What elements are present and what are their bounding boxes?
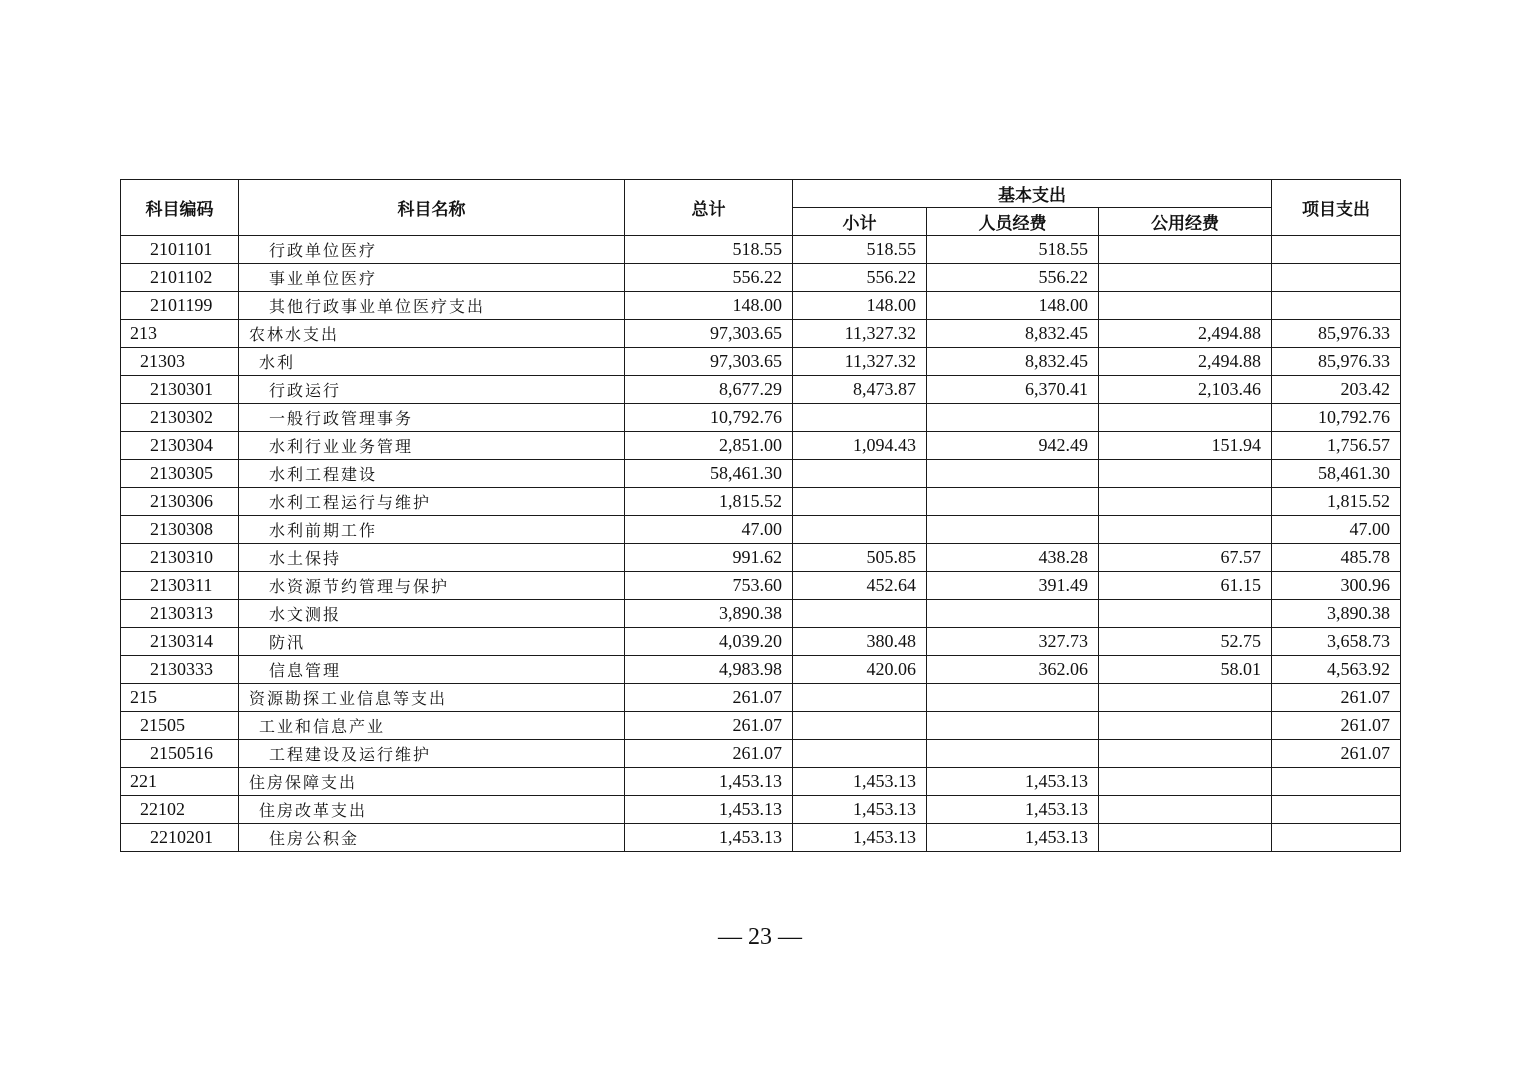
cell-total: 8,677.29: [625, 376, 793, 404]
cell-code: 2130311: [121, 572, 239, 600]
cell-name: 防汛: [239, 628, 625, 656]
cell-personnel: 8,832.45: [927, 320, 1099, 348]
page-number: — 23 —: [718, 924, 802, 950]
cell-personnel: [927, 600, 1099, 628]
cell-total: 261.07: [625, 740, 793, 768]
cell-project: 203.42: [1272, 376, 1401, 404]
cell-project: [1272, 768, 1401, 796]
cell-public: [1099, 768, 1272, 796]
table-row: [121, 516, 1401, 544]
cell-total: 2,851.00: [625, 432, 793, 460]
header-public: 公用经费: [1099, 208, 1272, 236]
cell-code: 2130305: [121, 460, 239, 488]
table-row: [121, 712, 1401, 740]
cell-subtotal: 11,327.32: [793, 348, 927, 376]
cell-personnel: 942.49: [927, 432, 1099, 460]
cell-public: [1099, 236, 1272, 264]
table-body: [121, 236, 1401, 852]
cell-personnel: 518.55: [927, 236, 1099, 264]
cell-personnel: 1,453.13: [927, 768, 1099, 796]
cell-project: [1272, 824, 1401, 852]
table-row: [121, 292, 1401, 320]
cell-personnel: 556.22: [927, 264, 1099, 292]
cell-code: 2150516: [121, 740, 239, 768]
cell-total: 753.60: [625, 572, 793, 600]
table-row: [121, 376, 1401, 404]
cell-total: 3,890.38: [625, 600, 793, 628]
cell-public: 61.15: [1099, 572, 1272, 600]
table-row: [121, 404, 1401, 432]
cell-total: 556.22: [625, 264, 793, 292]
cell-subtotal: [793, 600, 927, 628]
cell-subtotal: [793, 684, 927, 712]
cell-personnel: [927, 488, 1099, 516]
cell-public: 151.94: [1099, 432, 1272, 460]
cell-public: [1099, 684, 1272, 712]
cell-project: 58,461.30: [1272, 460, 1401, 488]
cell-name: 水利行业业务管理: [239, 432, 625, 460]
cell-personnel: [927, 684, 1099, 712]
cell-name: 事业单位医疗: [239, 264, 625, 292]
cell-public: [1099, 516, 1272, 544]
cell-project: 47.00: [1272, 516, 1401, 544]
cell-code: 2130302: [121, 404, 239, 432]
cell-code: 221: [121, 768, 239, 796]
table-row: [121, 684, 1401, 712]
cell-subtotal: 1,453.13: [793, 824, 927, 852]
cell-public: [1099, 264, 1272, 292]
cell-personnel: 148.00: [927, 292, 1099, 320]
cell-subtotal: [793, 488, 927, 516]
header-basic: 基本支出: [793, 180, 1272, 208]
cell-project: 3,658.73: [1272, 628, 1401, 656]
cell-public: [1099, 600, 1272, 628]
cell-public: [1099, 488, 1272, 516]
cell-name: 水利: [239, 348, 625, 376]
cell-subtotal: [793, 516, 927, 544]
cell-total: 1,453.13: [625, 796, 793, 824]
cell-public: [1099, 796, 1272, 824]
cell-code: 2130301: [121, 376, 239, 404]
cell-subtotal: 420.06: [793, 656, 927, 684]
table-row: [121, 236, 1401, 264]
table-row: [121, 600, 1401, 628]
cell-code: 2101101: [121, 236, 239, 264]
cell-name: 行政运行: [239, 376, 625, 404]
cell-project: 4,563.92: [1272, 656, 1401, 684]
cell-public: [1099, 292, 1272, 320]
cell-project: [1272, 796, 1401, 824]
cell-project: 261.07: [1272, 740, 1401, 768]
cell-name: 资源勘探工业信息等支出: [239, 684, 625, 712]
header-personnel: 人员经费: [927, 208, 1099, 236]
cell-total: 1,453.13: [625, 824, 793, 852]
cell-code: 213: [121, 320, 239, 348]
table-row: [121, 264, 1401, 292]
table-row: [121, 656, 1401, 684]
cell-public: [1099, 460, 1272, 488]
cell-total: 148.00: [625, 292, 793, 320]
cell-personnel: 1,453.13: [927, 824, 1099, 852]
table-row: [121, 768, 1401, 796]
cell-subtotal: 505.85: [793, 544, 927, 572]
table-row: [121, 320, 1401, 348]
cell-personnel: 391.49: [927, 572, 1099, 600]
table-row: [121, 628, 1401, 656]
cell-name: 水文测报: [239, 600, 625, 628]
cell-public: 2,494.88: [1099, 320, 1272, 348]
cell-total: 518.55: [625, 236, 793, 264]
cell-subtotal: 1,453.13: [793, 768, 927, 796]
cell-public: [1099, 404, 1272, 432]
cell-personnel: 327.73: [927, 628, 1099, 656]
cell-project: 300.96: [1272, 572, 1401, 600]
cell-total: 1,453.13: [625, 768, 793, 796]
cell-total: 261.07: [625, 712, 793, 740]
cell-subtotal: [793, 740, 927, 768]
cell-project: [1272, 264, 1401, 292]
header-subtotal: 小计: [793, 208, 927, 236]
cell-subtotal: 1,094.43: [793, 432, 927, 460]
cell-total: 1,815.52: [625, 488, 793, 516]
cell-name: 水利工程建设: [239, 460, 625, 488]
cell-project: 261.07: [1272, 712, 1401, 740]
cell-public: 52.75: [1099, 628, 1272, 656]
cell-public: [1099, 740, 1272, 768]
cell-subtotal: 452.64: [793, 572, 927, 600]
cell-project: 3,890.38: [1272, 600, 1401, 628]
header-project: 项目支出: [1272, 180, 1401, 236]
cell-name: 水资源节约管理与保护: [239, 572, 625, 600]
cell-code: 2130304: [121, 432, 239, 460]
cell-project: 1,756.57: [1272, 432, 1401, 460]
cell-public: [1099, 824, 1272, 852]
cell-subtotal: 11,327.32: [793, 320, 927, 348]
cell-personnel: [927, 460, 1099, 488]
cell-code: 2210201: [121, 824, 239, 852]
cell-subtotal: [793, 712, 927, 740]
budget-table: [120, 179, 1401, 852]
cell-project: 85,976.33: [1272, 320, 1401, 348]
cell-personnel: 8,832.45: [927, 348, 1099, 376]
cell-code: 2130308: [121, 516, 239, 544]
cell-subtotal: 380.48: [793, 628, 927, 656]
cell-personnel: 362.06: [927, 656, 1099, 684]
cell-name: 行政单位医疗: [239, 236, 625, 264]
cell-subtotal: 8,473.87: [793, 376, 927, 404]
cell-name: 水利工程运行与维护: [239, 488, 625, 516]
cell-public: 58.01: [1099, 656, 1272, 684]
cell-project: 10,792.76: [1272, 404, 1401, 432]
table-row: [121, 488, 1401, 516]
cell-total: 10,792.76: [625, 404, 793, 432]
table-row: [121, 740, 1401, 768]
cell-code: 2130313: [121, 600, 239, 628]
cell-code: 2130310: [121, 544, 239, 572]
cell-total: 47.00: [625, 516, 793, 544]
cell-subtotal: 148.00: [793, 292, 927, 320]
cell-code: 2130306: [121, 488, 239, 516]
header-code: 科目编码: [121, 180, 239, 236]
table-row: [121, 544, 1401, 572]
table-row: [121, 572, 1401, 600]
table-row: [121, 460, 1401, 488]
cell-personnel: 1,453.13: [927, 796, 1099, 824]
cell-code: 2130314: [121, 628, 239, 656]
header-total: 总计: [625, 180, 793, 236]
cell-name: 水土保持: [239, 544, 625, 572]
cell-code: 215: [121, 684, 239, 712]
cell-total: 4,983.98: [625, 656, 793, 684]
cell-code: 2101199: [121, 292, 239, 320]
cell-code: 2101102: [121, 264, 239, 292]
cell-code: 2130333: [121, 656, 239, 684]
table-row: [121, 348, 1401, 376]
cell-total: 4,039.20: [625, 628, 793, 656]
cell-total: 97,303.65: [625, 348, 793, 376]
cell-total: 97,303.65: [625, 320, 793, 348]
cell-code: 21505: [121, 712, 239, 740]
cell-code: 21303: [121, 348, 239, 376]
cell-subtotal: 1,453.13: [793, 796, 927, 824]
table-row: [121, 432, 1401, 460]
cell-name: 住房改革支出: [239, 796, 625, 824]
cell-name: 工程建设及运行维护: [239, 740, 625, 768]
cell-name: 工业和信息产业: [239, 712, 625, 740]
cell-name: 一般行政管理事务: [239, 404, 625, 432]
cell-name: 农林水支出: [239, 320, 625, 348]
header-name: 科目名称: [239, 180, 625, 236]
cell-name: 住房公积金: [239, 824, 625, 852]
table-row: [121, 796, 1401, 824]
cell-subtotal: [793, 404, 927, 432]
cell-personnel: [927, 404, 1099, 432]
cell-project: [1272, 236, 1401, 264]
cell-public: 2,494.88: [1099, 348, 1272, 376]
cell-project: 1,815.52: [1272, 488, 1401, 516]
cell-subtotal: [793, 460, 927, 488]
cell-total: 58,461.30: [625, 460, 793, 488]
cell-personnel: [927, 712, 1099, 740]
cell-name: 住房保障支出: [239, 768, 625, 796]
cell-total: 991.62: [625, 544, 793, 572]
cell-code: 22102: [121, 796, 239, 824]
cell-name: 水利前期工作: [239, 516, 625, 544]
cell-project: [1272, 292, 1401, 320]
table-header: [121, 180, 1401, 236]
cell-personnel: [927, 740, 1099, 768]
table-row: [121, 824, 1401, 852]
cell-project: 485.78: [1272, 544, 1401, 572]
cell-personnel: 6,370.41: [927, 376, 1099, 404]
cell-project: 85,976.33: [1272, 348, 1401, 376]
cell-personnel: [927, 516, 1099, 544]
cell-public: [1099, 712, 1272, 740]
cell-subtotal: 518.55: [793, 236, 927, 264]
cell-subtotal: 556.22: [793, 264, 927, 292]
cell-total: 261.07: [625, 684, 793, 712]
cell-name: 其他行政事业单位医疗支出: [239, 292, 625, 320]
cell-personnel: 438.28: [927, 544, 1099, 572]
cell-public: 2,103.46: [1099, 376, 1272, 404]
cell-project: 261.07: [1272, 684, 1401, 712]
cell-name: 信息管理: [239, 656, 625, 684]
cell-public: 67.57: [1099, 544, 1272, 572]
